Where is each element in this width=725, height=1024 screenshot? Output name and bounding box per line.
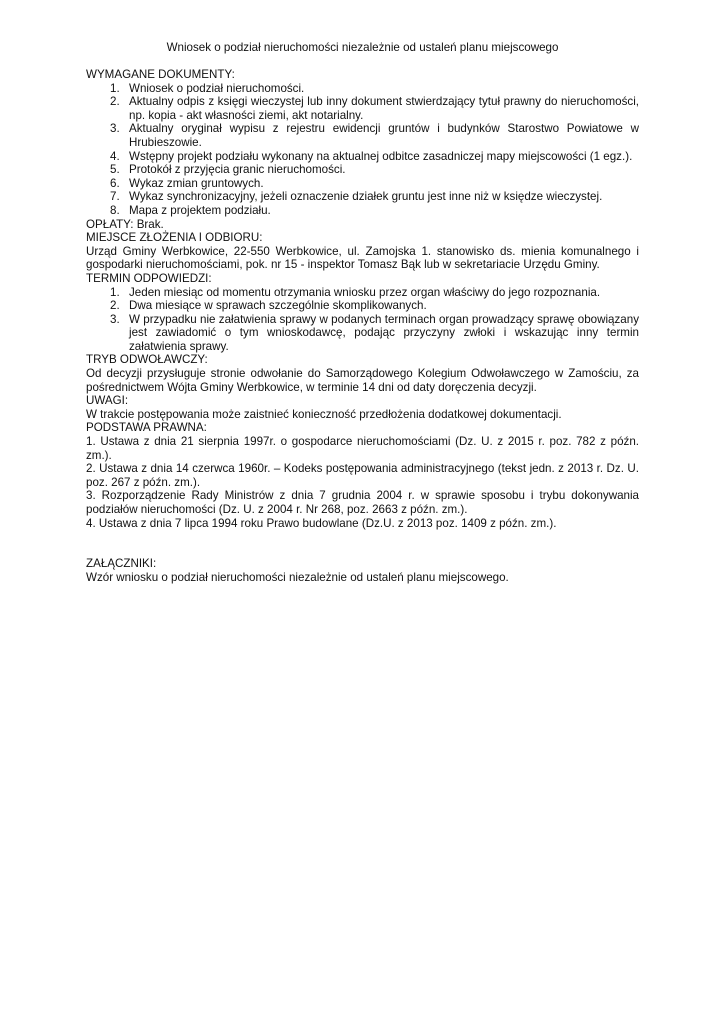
document-body bbox=[86, 68, 639, 584]
deadline-list bbox=[86, 286, 639, 354]
appeal-heading: TRYB ODWOŁAWCZY: bbox=[86, 353, 208, 367]
place-text: Urząd Gminy Werbkowice, 22-550 Werbkowice, ul. Zamojska 1. stanowisko ds. mienia komunalnego i gospodarki nieruchomościami, pok. nr 15 - inspektor Tomasz Bąk lub w sekretariacie Urzędu Gminy. bbox=[86, 244, 639, 272]
list-item: 5. Protokół z przyjęcia granic nieruchomości. bbox=[110, 163, 346, 177]
required-documents-list bbox=[86, 82, 639, 218]
list-item: 8. Mapa z projektem podziału. bbox=[110, 203, 271, 217]
fees-line: OPŁATY: Brak. bbox=[86, 217, 164, 231]
list-item: 2. Dwa miesiące w sprawach szczególnie skomplikowanych. bbox=[110, 299, 427, 313]
legal-basis-item: 1. Ustawa z dnia 21 sierpnia 1997r. o gospodarce nieruchomościami (Dz. U. z 2015 r. poz. 782 z późn. zm.). bbox=[86, 435, 639, 462]
deadline-heading: TERMIN ODPOWIEDZI: bbox=[86, 271, 212, 285]
list-item: 2. Aktualny odpis z księgi wieczystej lub inny dokument stwierdzający tytuł prawny do nieruchomości, np. kopia - akt własności ziemi, akt notarialny. bbox=[110, 95, 639, 122]
list-item: 7. Wykaz synchronizacyjny, jeżeli oznaczenie działek gruntu jest inne niż w księdze wieczystej. bbox=[110, 190, 603, 204]
legal-basis-item: 2. Ustawa z dnia 14 czerwca 1960r. – Kodeks postępowania administracyjnego (tekst jedn. z 2013 r. Dz. U. poz. 267 z późn. zm.). bbox=[86, 462, 639, 489]
section-spacer bbox=[86, 530, 639, 557]
notes-text: W trakcie postępowania może zaistnieć konieczność przedłożenia dodatkowej dokumentacji. bbox=[86, 407, 562, 421]
legal-basis-item: 3. Rozporządzenie Rady Ministrów z dnia 7 grudnia 2004 r. w sprawie sposobu i trybu dokonywania podziałów nieruchomości (Dz. U. z 2004 r. Nr 268, poz. 2663 z późn. zm.). bbox=[86, 489, 639, 516]
list-item: 4. Wstępny projekt podziału wykonany na aktualnej odbitce zasadniczej mapy miejscowości (1 egz.). bbox=[110, 149, 633, 163]
document-title: Wniosek o podział nieruchomości niezależnie od ustaleń planu miejscowego bbox=[166, 41, 559, 54]
list-item: 1. Wniosek o podział nieruchomości. bbox=[110, 81, 305, 95]
attachments-heading: ZAŁĄCZNIKI: bbox=[86, 557, 157, 571]
place-heading: MIEJSCE ZŁOŻENIA I ODBIORU: bbox=[86, 231, 263, 245]
list-item: 3. W przypadku nie załatwienia sprawy w podanych terminach organ prowadzący sprawę obowiązany jest zawiadomić o tym wnioskodawcę, podając przyczyny zwłoki i wskazując inny termin załatwienia sprawy. bbox=[110, 312, 639, 353]
notes-heading: UWAGI: bbox=[86, 394, 129, 408]
legal-basis-heading: PODSTAWA PRAWNA: bbox=[86, 421, 207, 435]
required-documents-heading: WYMAGANE DOKUMENTY: bbox=[86, 68, 235, 81]
attachments-link[interactable]: Wzór wniosku o podział nieruchomości niezależnie od ustaleń planu miejscowego. bbox=[86, 570, 509, 584]
list-item: 6. Wykaz zmian gruntowych. bbox=[110, 176, 264, 190]
legal-basis-item: 4. Ustawa z dnia 7 lipca 1994 roku Prawo budowlane (Dz.U. z 2013 poz. 1409 z późn. zm.). bbox=[86, 516, 557, 530]
list-item: 1. Jeden miesiąc od momentu otrzymania wniosku przez organ właściwy do jego rozpoznania. bbox=[110, 285, 601, 299]
list-item: 3. Aktualny oryginał wypisu z rejestru ewidencji gruntów i budynków Starostwo Powiatowe w Hrubieszowie. bbox=[110, 122, 639, 149]
appeal-text: Od decyzji przysługuje stronie odwołanie do Samorządowego Kolegium Odwoławczego w Zamościu, za pośrednictwem Wójta Gminy Werbkowice, w terminie 14 dni od daty doręczenia decyzji. bbox=[86, 367, 639, 394]
